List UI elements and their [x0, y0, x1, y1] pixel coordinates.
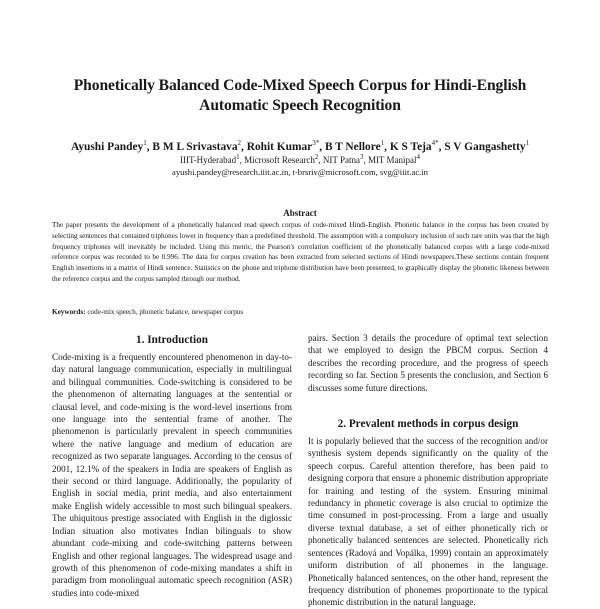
author-sup: 3*	[312, 139, 320, 148]
author-name: K S Teja	[389, 141, 432, 153]
affiliation-sup: 2	[314, 153, 319, 161]
author-sup: 2	[237, 139, 242, 148]
author-name: B M L Srivastava	[152, 141, 238, 153]
paper-title: Phonetically Balanced Code-Mixed Speech Corpus for Hindi-English Automatic Speech Recognition	[73, 77, 527, 114]
intro-continuation-paragraph: pairs. Section 3 details the procedure of optimal text selection that we employed to design the PBCM corpus. Section 4 describes the recording procedure, and the progress of speech recording so far. Section 5 presents the conclusion, and Section 6 discusses some future directions.	[308, 333, 548, 393]
abstract-heading: Abstract	[283, 208, 317, 218]
author-name: Ayushi Pandey	[70, 141, 144, 153]
section-heading-prevalent-methods: 2. Prevalent methods in corpus design	[337, 418, 519, 431]
author-sup: 4*	[431, 139, 439, 148]
section-spacer	[308, 394, 548, 416]
author-sup: 1	[525, 139, 530, 148]
author-sup: 1	[380, 139, 385, 148]
affiliation-name: IIIT-Hyderabad	[179, 155, 237, 165]
left-column	[52, 332, 292, 599]
keywords-label: Keywords:	[52, 308, 86, 316]
author-name: B T Nellore	[324, 141, 381, 153]
affiliation-name: Microsoft Research	[244, 155, 315, 165]
keywords-text: code-mix speech, phonetic balance, newspaper corpus	[87, 308, 244, 316]
introduction-paragraph: Code-mixing is a frequently encountered phenomenon in day-to-day natural language communication, especially in multilingual and bilingual communities. Code-switching is considered to be the phenomenon of alternating languages at the sentential or clausal level, and code-mixing is the word-level insertions from one language into the sentential frame of another. The phenomenon is particularly prevalent in speech communities where the native language and medium of education are recognized as two separate languages. According to the census of 2001, 12.1% of the speakers in India are speakers of English as their second or third language. Additionally, the popularity of English in social media, print media, and also entertainment make English widely accessible to most such bilingual speakers. The ubiquitous prestige associated with English in the diglossic Indian situation also motivates Indian bilinguals to show abundant code-mixing and code-switching patterns between English and other regional languages. The widespread usage and growth of this phenomenon of code-mixing mandates a shift in paradigm from monolingual automatic speech recognition (ASR) studies into code-mixed	[52, 352, 292, 598]
author-emails: ayushi.pandey@research.iiit.ac.in, t-brsriv@microsoft.com, svg@iiit.ac.in	[172, 167, 428, 177]
author-name: S V Gangashetty	[444, 141, 526, 153]
affiliation-sup: 3	[359, 153, 364, 161]
right-column	[308, 332, 548, 609]
abstract-text: The paper presents the development of a phonetically balanced read speech corpus of code-mixed Hindi-English. Phonetic balance in the corpus has been created by selecting sentences that contained triphones lower in frequency than a predefined threshold. The assumption with a compulsory inclusion of such rare units was that the high frequency triphones will inevitably be included. Using this metric, the Pearson's correlation coefficient of the phonetically balanced corpus with a large code-mixed reference corpus was recorded to be 0.996. The data for corpus creation has been extracted from selected sections of Hindi newspapers.These sections contain frequent English insertions in a matrix of Hindi sentence. Statistics on the phone and triphone distribution have been presented, to graphically display the phonetic likeness between the reference corpus and the corpus sampled through our method.	[52, 221, 549, 283]
author-list: Ayushi Pandey$^1$, B M L Srivastava$^2$, Rohit Kumar$^{3*}$, B T Nellore$^1$, K S Teja$^{4*}$, S V Gangashetty$^1$	[70, 139, 530, 153]
affiliation-sup: 4	[416, 153, 421, 161]
affiliation-name: MIT Manipal	[367, 155, 417, 165]
keywords-line	[52, 307, 549, 317]
prevalent-methods-paragraph: It is popularly believed that the success of the recognition and/or synthesis system depends significantly on the quality of the speech corpus. Careful attention therefore, has been paid to designing corpora that ensure a phonemic distribution appropriate for training and testing of the system. Ensuring minimal redundancy in phonetic coverage is also crucial to optimize the time consumed in post-processing. From a large and usually diverse textual database, a set of either phonetically rich or phonetically balanced sentences are selected. Phonetically rich sentences (Radová and Vopálka, 1999) contain an approximately uniform distribution of all phonemes in the language. Phonetically balanced sentences, on the other hand, represent the frequency distribution of phonemes proportionate to the typical phonemic distribution in the natural language.	[308, 436, 548, 608]
author-name: Rohit Kumar	[246, 141, 313, 153]
affiliation-sup: 1	[236, 153, 240, 161]
affiliation-list: IIIT-Hyderabad$^1$, Microsoft Research$^2$, NIT Patna$^3$, MIT Manipal$^4$	[179, 153, 421, 165]
affiliation-name: NIT Patna	[322, 155, 360, 165]
section-heading-introduction: 1. Introduction	[136, 334, 208, 346]
author-sup: 1	[143, 139, 147, 148]
